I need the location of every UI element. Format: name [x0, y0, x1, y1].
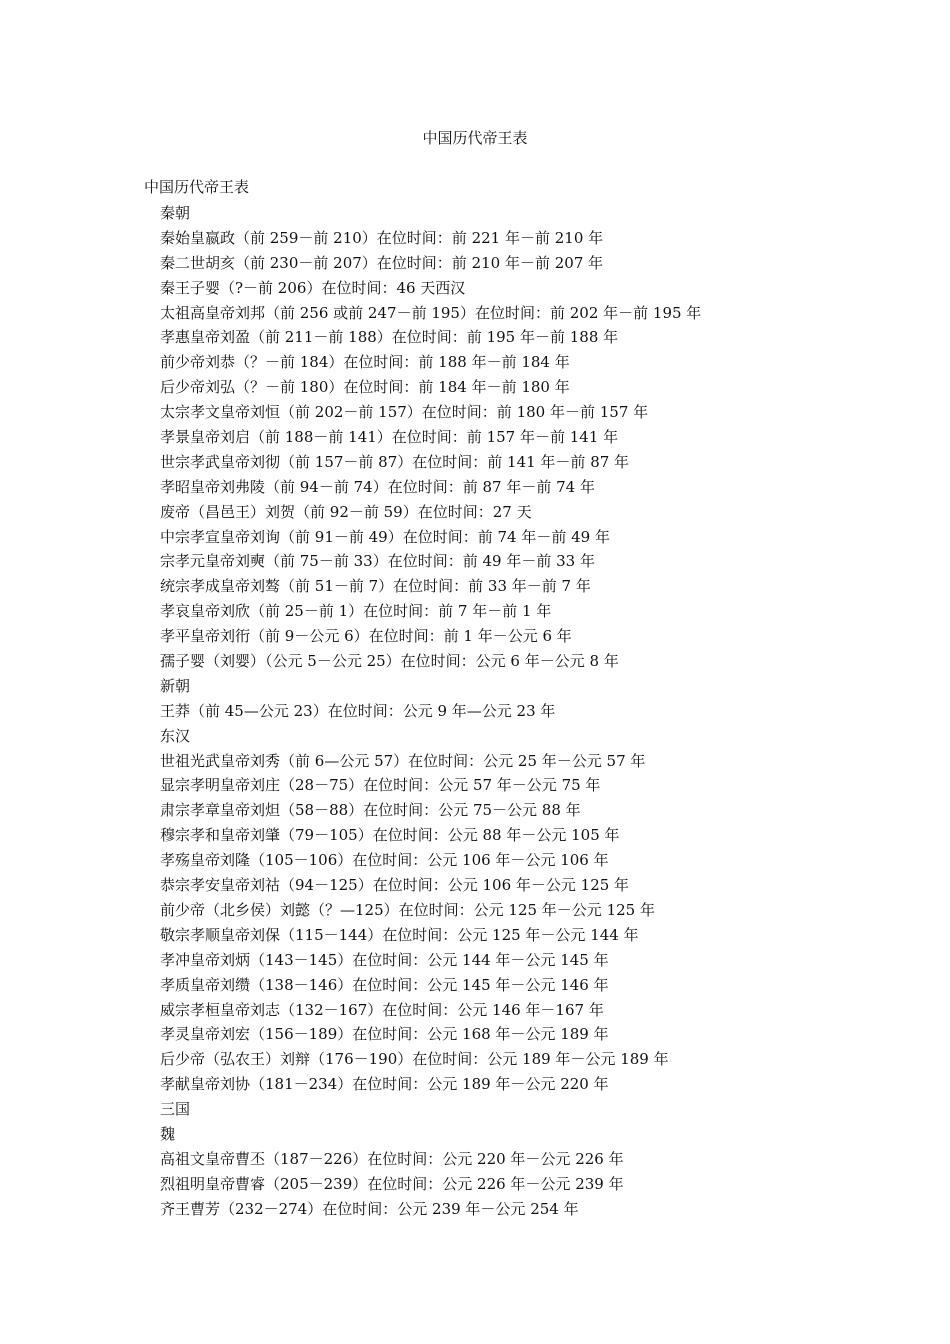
- list-item: 秦王子婴（?－前 206）在位时间：46 天西汉: [160, 278, 466, 297]
- list-item: 三国: [160, 1100, 191, 1119]
- list-item: 孝殇皇帝刘隆（105－106）在位时间：公元 106 年－公元 106 年: [160, 851, 609, 870]
- list-item: 孺子婴（刘婴）（公元 5－公元 25）在位时间：公元 6 年－公元 8 年: [160, 652, 619, 671]
- list-item: 前少帝刘恭（？－前 184）在位时间：前 188 年－前 184 年: [160, 353, 570, 372]
- list-item: 孝景皇帝刘启（前 188－前 141）在位时间：前 157 年－前 141 年: [160, 428, 619, 447]
- list-item: 后少帝刘弘（？－前 180）在位时间：前 184 年－前 180 年: [160, 378, 570, 397]
- list-item: 肃宗孝章皇帝刘炟（58－88）在位时间：公元 75－公元 88 年: [160, 801, 581, 820]
- list-item: 废帝（昌邑王）刘贺（前 92－前 59）在位时间：27 天: [160, 502, 532, 521]
- list-item: 恭宗孝安皇帝刘祜（94－125）在位时间：公元 106 年－公元 125 年: [160, 876, 630, 895]
- list-item: 统宗孝成皇帝刘骜（前 51－前 7）在位时间：前 33 年－前 7 年: [160, 577, 591, 596]
- list-item: 孝灵皇帝刘宏（156－189）在位时间：公元 168 年－公元 189 年: [160, 1025, 609, 1044]
- list-item: 高祖文皇帝曹丕（187－226）在位时间：公元 220 年－公元 226 年: [160, 1149, 624, 1168]
- list-item: 秦二世胡亥（前 230－前 207）在位时间：前 210 年－前 207 年: [160, 253, 604, 272]
- page-title: 中国历代帝王表: [422, 129, 528, 147]
- list-item: 孝冲皇帝刘炳（143－145）在位时间：公元 144 年－公元 145 年: [160, 950, 609, 969]
- list-item: 前少帝（北乡侯）刘懿（？—125）在位时间：公元 125 年－公元 125 年: [160, 900, 655, 919]
- list-item: 显宗孝明皇帝刘庄（28－75）在位时间：公元 57 年－公元 75 年: [160, 776, 601, 795]
- list-item: 孝哀皇帝刘欣（前 25－前 1）在位时间：前 7 年－前 1 年: [160, 602, 552, 621]
- list-item: 东汉: [160, 726, 191, 745]
- emperor-list: [160, 201, 701, 1222]
- list-item: 王莽（前 45—公元 23）在位时间：公元 9 年—公元 23 年: [160, 701, 556, 720]
- list-item: 威宗孝桓皇帝刘志（132－167）在位时间：公元 146 年－167 年: [160, 1000, 604, 1019]
- list-item: 烈祖明皇帝曹睿（205－239）在位时间：公元 226 年－公元 239 年: [160, 1174, 624, 1193]
- list-item: 宗孝元皇帝刘奭（前 75－前 33）在位时间：前 49 年－前 33 年: [160, 552, 595, 571]
- list-item: 穆宗孝和皇帝刘肇（79－105）在位时间：公元 88 年－公元 105 年: [160, 826, 620, 845]
- list-item: 中宗孝宣皇帝刘询（前 91－前 49）在位时间：前 74 年－前 49 年: [160, 527, 610, 546]
- document-heading: 中国历代帝王表: [144, 178, 250, 196]
- list-item: 太祖高皇帝刘邦（前 256 或前 247－前 195）在位时间：前 202 年－前 195 年: [160, 303, 702, 322]
- list-item: 秦朝: [160, 204, 191, 222]
- list-item: 太宗孝文皇帝刘恒（前 202－前 157）在位时间：前 180 年－前 157 年: [160, 403, 649, 422]
- list-item: 孝质皇帝刘缵（138－146）在位时间：公元 145 年－公元 146 年: [160, 975, 609, 994]
- list-item: 齐王曹芳（232－274）在位时间：公元 239 年－公元 254 年: [160, 1199, 579, 1218]
- list-item: 后少帝（弘农王）刘辩（176－190）在位时间：公元 189 年－公元 189 年: [160, 1050, 669, 1069]
- list-item: 孝昭皇帝刘弗陵（前 94－前 74）在位时间：前 87 年－前 74 年: [160, 477, 595, 496]
- list-item: 新朝: [160, 676, 191, 695]
- list-item: 孝惠皇帝刘盈（前 211－前 188）在位时间：前 195 年－前 188 年: [160, 328, 619, 347]
- list-item: 世祖光武皇帝刘秀（前 6—公元 57）在位时间：公元 25 年－公元 57 年: [160, 751, 646, 770]
- list-item: 孝献皇帝刘协（181－234）在位时间：公元 189 年－公元 220 年: [160, 1075, 609, 1094]
- list-item: 孝平皇帝刘衎（前 9－公元 6）在位时间：前 1 年－公元 6 年: [160, 627, 572, 646]
- list-item: 魏: [160, 1124, 176, 1143]
- list-item: 秦始皇嬴政（前 259－前 210）在位时间：前 221 年－前 210 年: [160, 228, 604, 247]
- list-item: 敬宗孝顺皇帝刘保（115－144）在位时间：公元 125 年－公元 144 年: [160, 925, 639, 944]
- list-item: 世宗孝武皇帝刘彻（前 157－前 87）在位时间：前 141 年－前 87 年: [160, 452, 630, 471]
